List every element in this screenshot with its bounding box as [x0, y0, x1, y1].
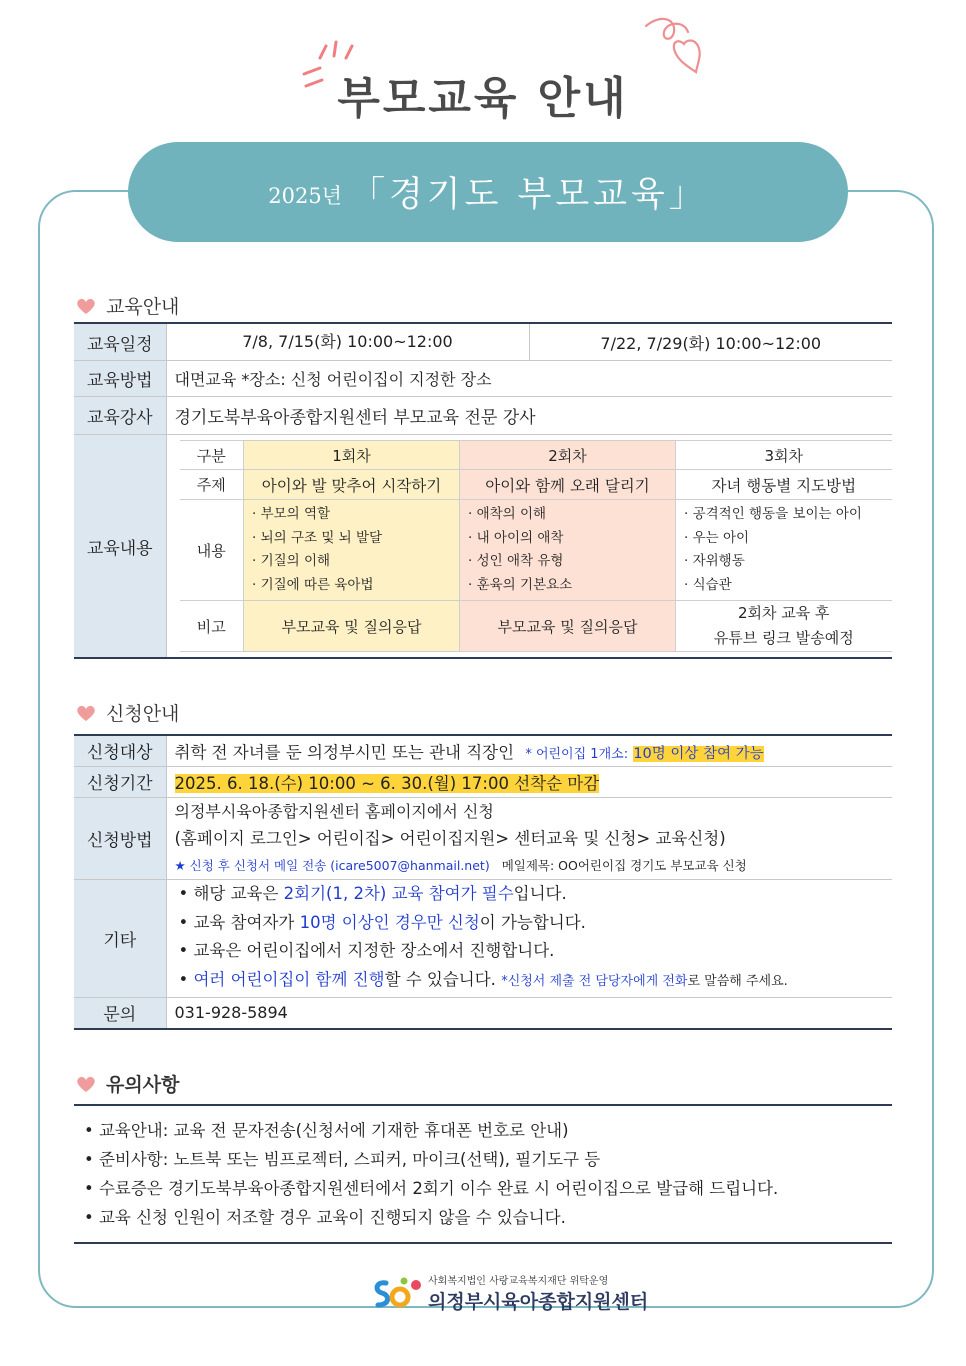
row-label: 문의: [74, 997, 166, 1029]
target-value: [166, 735, 892, 766]
curriculum-header: 3회차: [676, 441, 892, 470]
section-heading-notices: [76, 1070, 179, 1097]
note-value: 부모교육 및 질의응답: [244, 601, 460, 652]
list-item: • 여러 어린이집이 함께 진행할 수 있습니다. *신청서 제출 전 담당자에게 전화로 말씀해 주세요.: [175, 966, 893, 997]
table-row: [74, 435, 892, 659]
note-line: 2회차 교육 후: [737, 604, 830, 622]
note-value: 부모교육 및 질의응답: [460, 601, 676, 652]
banner-year: 2025년: [268, 184, 342, 208]
list-item: • 교육 신청 인원이 저조할 경우 교육이 진행되지 않을 수 있습니다.: [84, 1203, 892, 1232]
note-label: 비고: [180, 601, 244, 652]
topic-value: 아이와 발 맞추어 시작하기: [244, 470, 460, 500]
heart-icon: [76, 704, 96, 722]
table-row: [74, 323, 892, 361]
list-item: · 애착의 이해: [468, 503, 671, 527]
list-item: • 교육은 어린이집에서 지정한 장소에서 진행합니다.: [175, 937, 893, 966]
list-item: · 훈육의 기본요소: [468, 574, 671, 598]
method-value: 대면교육 *장소: 신청 어린이집이 지정한 장소: [166, 361, 892, 397]
topic-label: 주제: [180, 470, 244, 500]
heart-icon: [76, 1075, 96, 1093]
etc-cell: [166, 879, 892, 997]
instructor-value: 경기도북부육아종합지원센터 부모교육 전문 강사: [166, 397, 892, 435]
section-heading-label: 교육안내: [106, 296, 180, 318]
topic-value: 자녀 행동별 지도방법: [676, 470, 892, 500]
row-label: 신청방법: [74, 797, 166, 879]
list-item: • 교육안내: 교육 전 문자전송(신청서에 기재한 휴대폰 번호로 안내): [84, 1116, 892, 1145]
row-label: 기타: [74, 879, 166, 997]
row-label: 교육방법: [74, 361, 166, 397]
row-label: 신청기간: [74, 766, 166, 797]
section-heading-label: 신청안내: [106, 703, 180, 725]
list-item: · 부모의 역할: [252, 503, 455, 527]
row-label: 교육강사: [74, 397, 166, 435]
organization-logo-icon: [372, 1275, 424, 1311]
row-label: 신청대상: [74, 735, 166, 766]
method-mail-subject: 메일제목: OO어린이집 경기도 부모교육 신청: [501, 857, 747, 873]
schedule-slot-1: 7/8, 7/15(화) 10:00~12:00: [167, 324, 530, 360]
footer-organization-name: 의정부시육아종합지원센터: [428, 1291, 649, 1313]
table-row: [74, 997, 892, 1029]
notice-list: [74, 1104, 892, 1244]
list-item: • 수료증은 경기도북부육아종합지원센터에서 2회기 이수 완료 시 어린이집으로 발급해 드립니다.: [84, 1174, 892, 1203]
list-item: • 교육 참여자가 10명 이상인 경우만 신청이 가능합니다.: [175, 909, 893, 938]
section-heading-application: [76, 699, 179, 726]
program-banner: [128, 142, 848, 242]
curriculum-header: 2회차: [460, 441, 676, 470]
table-row: [74, 735, 892, 766]
page-title: 부모교육 안내: [337, 73, 629, 124]
banner-title: 「경기도 부모교육」: [349, 175, 708, 215]
section-heading-label: 유의사항: [106, 1074, 180, 1096]
heart-icon: [76, 297, 96, 315]
curriculum-header: 1회차: [244, 441, 460, 470]
list-item: · 성인 애착 유형: [468, 550, 671, 574]
list-item: • 해당 교육은 2회기(1, 2차) 교육 참여가 필수입니다.: [175, 880, 893, 909]
method-email-note: ★ 신청 후 신청서 메일 전송 (icare5007@hanmail.net): [174, 857, 490, 873]
details-col: [676, 500, 892, 601]
details-col: [244, 500, 460, 601]
method-cell: [166, 797, 892, 879]
list-item: · 뇌의 구조 및 뇌 발달: [252, 527, 455, 551]
row-label: 교육내용: [74, 435, 166, 659]
table-row: [74, 797, 892, 879]
section-heading-education: [76, 292, 179, 319]
target-text: 취학 전 자녀를 둔 의정부시민 또는 관내 직장인: [174, 742, 515, 762]
note-value: [676, 601, 892, 652]
target-note: * 어린이집 1개소:: [525, 746, 629, 762]
table-row: [74, 361, 892, 397]
footer-logo: [372, 1272, 648, 1314]
method-line: (홈페이지 로그인> 어린이집> 어린이집지원> 센터교육 및 신청> 교육신청): [174, 828, 726, 848]
table-row: [74, 766, 892, 797]
details-label: 내용: [180, 500, 244, 601]
table-row: [74, 397, 892, 435]
footer-subtitle: 사회복지법인 사랑교육복지재단 위탁운영: [428, 1276, 609, 1287]
table-row: [74, 879, 892, 997]
list-item: · 기질의 이해: [252, 550, 455, 574]
schedule-slot-2: 7/22, 7/29(화) 10:00~12:00: [600, 333, 822, 353]
application-table: [74, 734, 892, 1030]
target-highlight: 10명 이상 참여 가능: [633, 745, 764, 762]
list-item: · 식습관: [684, 574, 888, 598]
curriculum-header: 구분: [180, 441, 244, 470]
curriculum-table: [180, 440, 892, 652]
content-cell: [166, 435, 892, 659]
list-item: · 기질에 따른 육아법: [252, 574, 455, 598]
list-item: · 내 아이의 애착: [468, 527, 671, 551]
details-col: [460, 500, 676, 601]
period-cell: [166, 766, 892, 797]
topic-value: 아이와 함께 오래 달리기: [460, 470, 676, 500]
list-item: · 우는 아이: [684, 527, 888, 551]
row-label: 교육일정: [74, 323, 166, 361]
education-table: [74, 322, 892, 659]
list-item: · 자위행동: [684, 550, 888, 574]
contact-value: 031-928-5894: [166, 997, 892, 1029]
list-item: · 공격적인 행동을 보이는 아이: [684, 503, 888, 527]
period-value: 2025. 6. 18.(수) 10:00 ~ 6. 30.(월) 17:00 선착순 마감: [174, 773, 600, 793]
list-item: • 준비사항: 노트북 또는 빔프로젝터, 스피커, 마이크(선택), 필기도구 등: [84, 1145, 892, 1174]
method-line: 의정부시육아종합지원센터 홈페이지에서 신청: [174, 801, 494, 821]
schedule-cell: [166, 323, 892, 361]
note-line: 유튜브 링크 발송예정: [713, 629, 854, 647]
